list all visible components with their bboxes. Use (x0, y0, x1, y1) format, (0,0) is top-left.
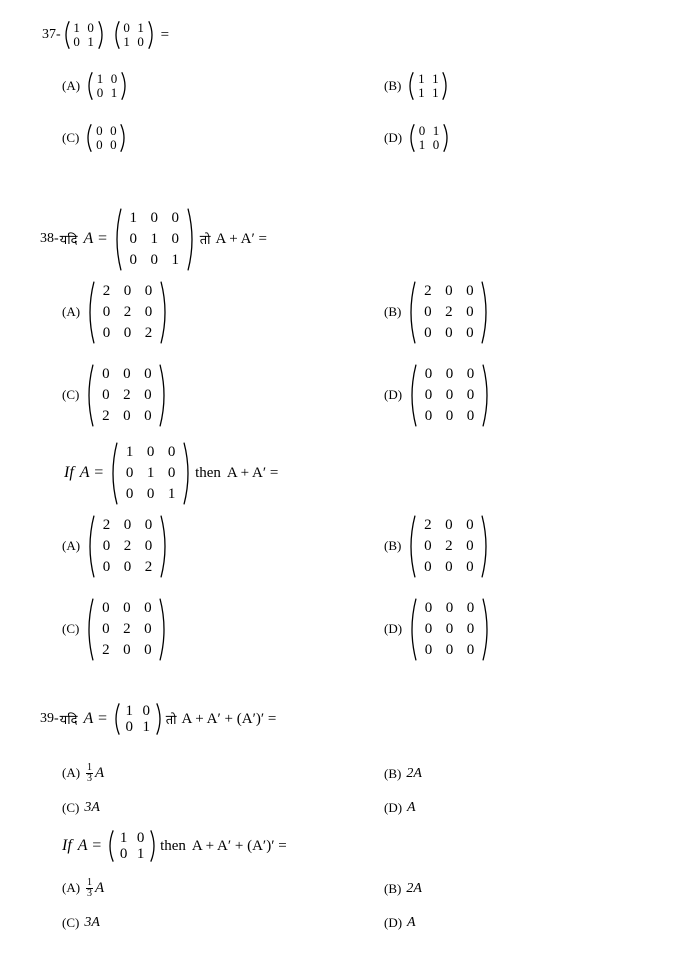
matrix-cell: 0 (123, 20, 130, 35)
matrix-cell: 0 (171, 230, 180, 247)
matrix-cell: 2 (144, 558, 153, 575)
matrix-cell: 0 (102, 537, 111, 554)
matrix-cell: 0 (144, 516, 153, 533)
matrix-cell: 1 (73, 20, 80, 35)
matrix-cell: 0 (144, 365, 152, 382)
matrix-cell: 2 (445, 303, 453, 320)
matrix-cell: 0 (445, 365, 454, 382)
matrix-cell: 0 (466, 303, 474, 320)
matrix-cell: 0 (150, 251, 159, 268)
matrix-cell: 0 (123, 599, 131, 616)
matrix-cell: 1 (137, 20, 144, 35)
matrix-cell: 0 (466, 599, 475, 616)
q38-hi-option-c[interactable] (62, 362, 169, 428)
matrix-cell: 0 (424, 365, 433, 382)
matrix (112, 703, 164, 735)
matrix-cell: 0 (466, 558, 474, 575)
left-paren-icon (62, 21, 70, 49)
expression: A + A′ + (A′)′ = (191, 837, 287, 854)
option-label: (C) (62, 800, 80, 815)
matrix-cell: 1 (432, 123, 440, 138)
matrix-cell: 0 (73, 34, 80, 49)
matrix-cell: 0 (466, 407, 475, 424)
left-paren-icon (85, 515, 95, 578)
matrix (406, 515, 491, 578)
option-text: A (407, 800, 416, 815)
matrix-cell: 1 (432, 85, 439, 100)
option-label: (D) (384, 621, 403, 636)
matrix (406, 281, 491, 344)
matrix-cell: 0 (144, 537, 153, 554)
matrix-cell: 0 (146, 443, 155, 460)
option-label: (B) (384, 304, 402, 319)
right-paren-icon (121, 72, 129, 100)
left-paren-icon (106, 830, 114, 862)
matrix-cell: 1 (96, 71, 104, 86)
matrix-cell: 0 (445, 599, 454, 616)
matrix-cell: 0 (102, 324, 111, 341)
matrix-cell: 1 (418, 85, 425, 100)
matrix-cell: 0 (466, 365, 475, 382)
matrix-cell: 0 (466, 282, 474, 299)
matrix-cell: 0 (466, 324, 474, 341)
matrix-cell: 1 (110, 85, 118, 100)
matrix-cell: 0 (136, 830, 145, 846)
left-paren-icon (84, 364, 94, 427)
right-paren-icon (148, 21, 156, 49)
matrix-cell: 0 (445, 282, 453, 299)
hindi-then: तो (165, 713, 177, 728)
option-label: (B) (384, 881, 402, 896)
expression: A + A′ = (215, 230, 268, 247)
matrix-cell: 0 (424, 641, 433, 658)
matrix-cell: 2 (102, 516, 111, 533)
matrix-cell: 1 (418, 137, 426, 152)
right-paren-icon (187, 208, 197, 271)
left-paren-icon (85, 281, 95, 344)
right-paren-icon (159, 598, 169, 661)
matrix-cell: 0 (102, 599, 110, 616)
fraction: $\frac{1}{3}$ (87, 876, 93, 899)
q39-stem-english (62, 828, 287, 864)
matrix (84, 598, 169, 661)
q38-stem-hindi (40, 206, 267, 272)
a-equals: A = (79, 464, 105, 481)
matrix-cell: 0 (424, 599, 433, 616)
matrix (407, 364, 492, 427)
option-label: (A) (62, 765, 81, 780)
option-text: 2A (406, 766, 422, 781)
matrix-cell: 0 (424, 558, 432, 575)
matrix-cell: 0 (129, 251, 138, 268)
matrix-cell: 1 (150, 230, 159, 247)
matrix-cell: 0 (102, 558, 111, 575)
right-paren-icon (120, 124, 128, 152)
matrix-cell: 0 (119, 846, 128, 862)
matrix-cell: 0 (424, 324, 432, 341)
option-label: (D) (384, 130, 403, 145)
option-label: (B) (384, 78, 402, 93)
q37-option-c[interactable] (62, 122, 128, 154)
left-paren-icon (406, 515, 416, 578)
q38-hi-option-b[interactable] (384, 279, 491, 345)
option-label: (A) (62, 538, 81, 553)
matrix-cell: 0 (144, 303, 153, 320)
english-then: then (160, 837, 186, 854)
matrix (406, 72, 450, 100)
matrix-cell: 2 (102, 282, 111, 299)
matrix-cell: 0 (96, 137, 103, 152)
matrix-cell: 0 (123, 558, 132, 575)
matrix-cell: 0 (150, 209, 159, 226)
q39-hi-option-c[interactable] (62, 798, 100, 818)
matrix-cell: 0 (137, 34, 144, 49)
q38-en-option-d[interactable] (384, 596, 492, 662)
matrix-cell: 0 (102, 365, 110, 382)
matrix-cell: 0 (96, 123, 103, 138)
matrix-cell: 0 (424, 303, 432, 320)
matrix-cell: 2 (102, 407, 110, 424)
matrix-cell: 0 (146, 485, 155, 502)
matrix-cell: 0 (110, 137, 117, 152)
option-label: (D) (384, 800, 403, 815)
option-text: 3A (84, 915, 100, 930)
matrix (84, 364, 169, 427)
q39-en-option-a[interactable] (62, 875, 104, 901)
matrix-cell: 0 (445, 386, 454, 403)
matrix-cell: 1 (171, 251, 180, 268)
question-number: 38- (40, 231, 59, 246)
matrix-cell: 1 (136, 846, 145, 862)
matrix-cell: 0 (110, 123, 117, 138)
matrix-cell: 1 (125, 703, 134, 719)
english-if: If (62, 837, 72, 854)
q38-en-option-c[interactable] (62, 596, 169, 662)
q38-en-option-a[interactable] (62, 513, 170, 579)
right-paren-icon (443, 124, 451, 152)
option-label: (C) (62, 130, 80, 145)
matrix-cell: 0 (123, 282, 132, 299)
left-paren-icon (112, 208, 122, 271)
option-label: (B) (384, 766, 402, 781)
left-paren-icon (406, 281, 416, 344)
matrix (407, 124, 451, 152)
right-paren-icon (98, 21, 106, 49)
matrix (62, 21, 106, 49)
matrix-cell: 0 (123, 516, 132, 533)
matrix-cell: 0 (144, 386, 152, 403)
option-text: A (95, 879, 105, 896)
matrix-cell: 0 (466, 537, 474, 554)
matrix-cell: 0 (418, 123, 426, 138)
right-paren-icon (159, 364, 169, 427)
expression: A + A′ = (226, 464, 279, 481)
matrix-cell: 0 (110, 71, 118, 86)
left-paren-icon (407, 124, 415, 152)
matrix-cell: 0 (142, 703, 151, 719)
q37-option-b[interactable] (384, 70, 450, 102)
matrix-cell: 0 (445, 516, 453, 533)
matrix-cell: 2 (123, 537, 132, 554)
matrix-cell: 0 (424, 386, 433, 403)
equals-sign: = (160, 26, 170, 43)
matrix-cell: 2 (123, 386, 131, 403)
matrix-cell: 0 (123, 407, 131, 424)
right-paren-icon (156, 703, 164, 735)
right-paren-icon (482, 598, 492, 661)
q37-stem (42, 20, 169, 50)
matrix-cell: 2 (424, 282, 432, 299)
q39-en-option-b[interactable] (384, 879, 422, 899)
expression: A + A′ + (A′)′ = (181, 710, 277, 727)
matrix-cell: 0 (445, 407, 454, 424)
option-label: (A) (62, 304, 81, 319)
matrix (112, 21, 156, 49)
matrix-cell: 0 (167, 443, 176, 460)
matrix-cell: 2 (123, 620, 131, 637)
matrix-cell: 0 (123, 365, 131, 382)
option-text: 3A (84, 800, 100, 815)
english-then: then (195, 464, 221, 481)
q38-hi-option-d[interactable] (384, 362, 492, 428)
q39-en-option-d[interactable] (384, 913, 416, 933)
matrix-cell: 2 (424, 516, 432, 533)
matrix-cell: 0 (102, 303, 111, 320)
matrix-cell: 0 (144, 620, 152, 637)
a-equals: A = (77, 837, 103, 854)
q37-option-a[interactable] (62, 70, 129, 102)
matrix-cell: 0 (445, 324, 453, 341)
matrix-cell: 0 (144, 599, 152, 616)
left-paren-icon (112, 703, 120, 735)
matrix-cell: 0 (171, 209, 180, 226)
q39-hi-option-b[interactable] (384, 764, 422, 784)
matrix-cell: 2 (123, 303, 132, 320)
q39-hi-option-d[interactable] (384, 798, 416, 818)
option-text: A (95, 764, 105, 781)
right-paren-icon (150, 830, 158, 862)
matrix-cell: 1 (432, 71, 439, 86)
left-paren-icon (85, 72, 93, 100)
option-label: (B) (384, 538, 402, 553)
option-label: (C) (62, 387, 80, 402)
option-text: 2A (406, 881, 422, 896)
matrix-cell: 0 (125, 464, 134, 481)
matrix-cell: 1 (87, 34, 94, 49)
left-paren-icon (407, 598, 417, 661)
left-paren-icon (407, 364, 417, 427)
left-paren-icon (84, 124, 92, 152)
matrix-cell: 0 (129, 230, 138, 247)
matrix-cell: 0 (87, 20, 94, 35)
right-paren-icon (481, 515, 491, 578)
right-paren-icon (482, 364, 492, 427)
right-paren-icon (481, 281, 491, 344)
option-label: (C) (62, 621, 80, 636)
matrix-cell: 0 (102, 386, 110, 403)
matrix-cell: 1 (129, 209, 138, 226)
matrix-cell: 0 (144, 282, 153, 299)
matrix-cell: 0 (466, 620, 475, 637)
matrix-cell: 1 (146, 464, 155, 481)
q39-hi-option-a[interactable] (62, 760, 104, 786)
matrix-cell: 0 (424, 620, 433, 637)
option-label: (D) (384, 387, 403, 402)
q39-en-option-c[interactable] (62, 913, 100, 933)
matrix-cell: 2 (102, 641, 110, 658)
matrix-cell: 0 (424, 537, 432, 554)
q37-option-d[interactable] (384, 122, 451, 154)
hindi-if: यदि (59, 713, 78, 728)
english-if: If (64, 464, 74, 481)
fraction: $\frac{1}{3}$ (87, 761, 93, 784)
matrix (106, 830, 158, 862)
matrix-cell: 0 (445, 641, 454, 658)
matrix (112, 208, 197, 271)
matrix-cell: 1 (167, 485, 176, 502)
question-number: 37- (42, 27, 61, 42)
right-paren-icon (160, 281, 170, 344)
matrix-cell: 0 (466, 516, 474, 533)
left-paren-icon (84, 598, 94, 661)
option-label: (A) (62, 880, 81, 895)
option-label: (D) (384, 915, 403, 930)
option-label: (C) (62, 915, 80, 930)
q38-en-option-b[interactable] (384, 513, 491, 579)
matrix-cell: 0 (445, 620, 454, 637)
matrix-cell: 2 (445, 537, 453, 554)
q38-hi-option-a[interactable] (62, 279, 170, 345)
matrix (85, 515, 170, 578)
left-paren-icon (108, 442, 118, 505)
matrix-cell: 0 (102, 620, 110, 637)
matrix-cell: 0 (466, 641, 475, 658)
matrix-cell: 2 (144, 324, 153, 341)
matrix-cell: 1 (142, 719, 151, 735)
q38-stem-english (64, 440, 278, 506)
matrix-cell: 0 (424, 407, 433, 424)
left-paren-icon (406, 72, 414, 100)
right-paren-icon (442, 72, 450, 100)
matrix-cell: 1 (123, 34, 130, 49)
matrix (85, 281, 170, 344)
question-number: 39- (40, 711, 59, 726)
matrix (108, 442, 193, 505)
right-paren-icon (160, 515, 170, 578)
matrix (84, 124, 128, 152)
matrix-cell: 1 (418, 71, 425, 86)
right-paren-icon (183, 442, 193, 505)
matrix-cell: 1 (125, 443, 134, 460)
matrix-cell: 0 (123, 324, 132, 341)
hindi-if: यदि (59, 233, 78, 248)
matrix-cell: 0 (96, 85, 104, 100)
matrix-cell: 0 (445, 558, 453, 575)
option-text: A (407, 915, 416, 930)
left-paren-icon (112, 21, 120, 49)
hindi-then: तो (199, 233, 211, 248)
matrix-cell: 0 (123, 641, 131, 658)
option-label: (A) (62, 78, 81, 93)
matrix-cell: 1 (119, 830, 128, 846)
a-equals: A = (83, 230, 108, 247)
matrix-cell: 0 (144, 407, 152, 424)
matrix-cell: 0 (167, 464, 176, 481)
matrix-cell: 0 (125, 485, 134, 502)
matrix (85, 72, 129, 100)
matrix-cell: 0 (466, 386, 475, 403)
matrix-cell: 0 (432, 137, 440, 152)
q39-stem-hindi (40, 701, 276, 737)
a-equals: A = (83, 710, 108, 727)
matrix-cell: 0 (125, 719, 134, 735)
matrix (407, 598, 492, 661)
matrix-cell: 0 (144, 641, 152, 658)
